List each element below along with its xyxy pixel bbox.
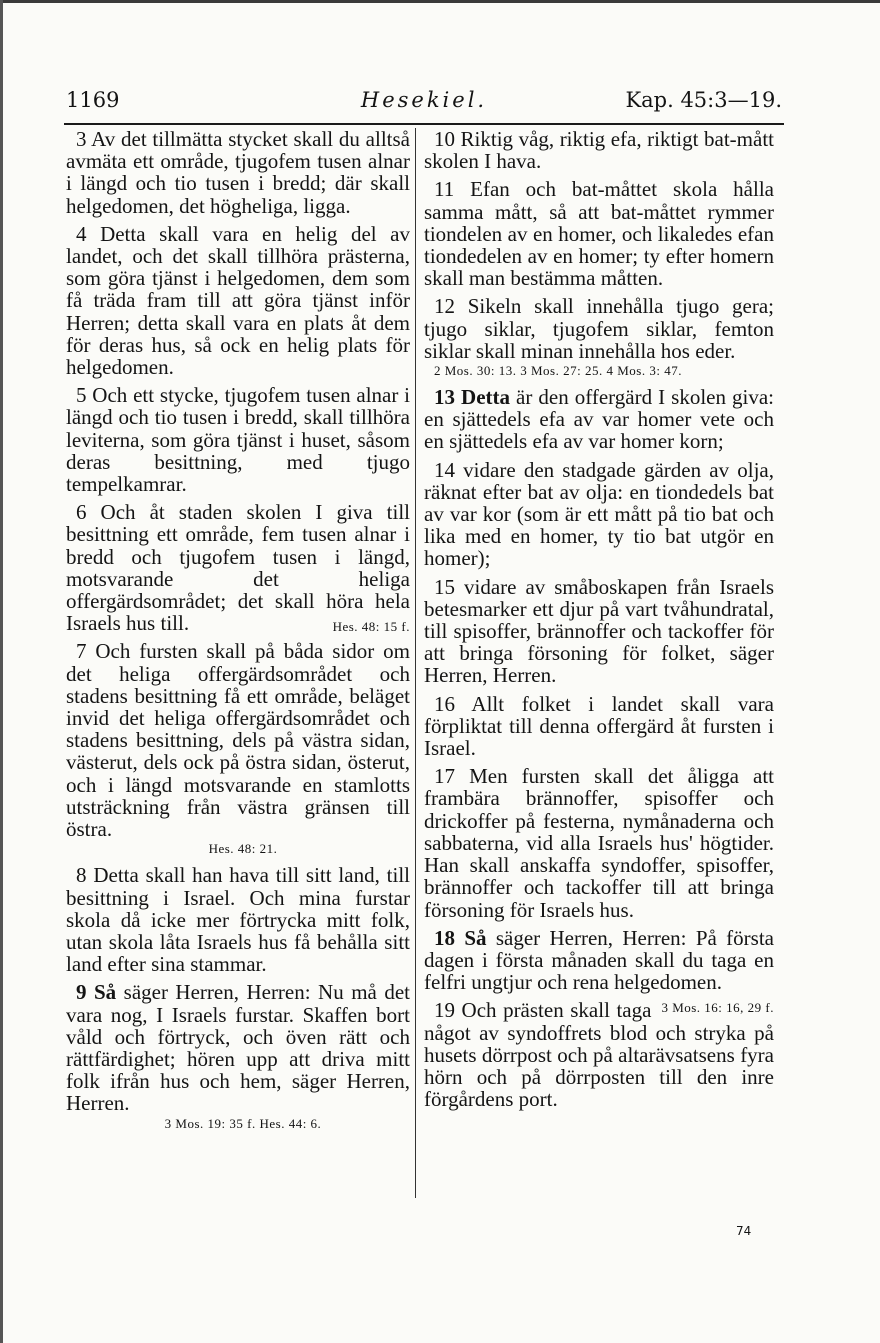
verse-19: 19 Och prästen skall taga något av syndoffrets blod och stryka på husets dörrpost och på altarävsatsens fyra hörn och på dörrposten till den inre förgårdens port. bbox=[424, 998, 774, 1112]
verse-10: 10 Riktig våg, riktig efa, riktigt bat-mått skolen I hava. bbox=[424, 127, 774, 174]
verse-17: 17 Men fursten skall det åligga att frambära brännoffer, spisoffer och drickoffer på festerna, nymånaderna och sabbaterna, vid alla Israels hus' högtider. Han skall anskaffa syndoffer, spisoffer, brännoffer och tackoffer till att bringa försoning för Israels hus. bbox=[424, 764, 774, 922]
right-column bbox=[424, 128, 774, 1116]
verse-12-text: 12 Sikeln skall innehålla tjugo gera; tjugo siklar, tjugofem siklar, femton siklar skall minan innehålla hos eder. bbox=[424, 294, 774, 363]
chapter-reference: Kap. 45:3—19. bbox=[625, 88, 782, 112]
verse-4: 4 Detta skall vara en helig del av landet, och det skall tillhöra prästerna, som göra tjänst i helgedomen, dem som få träda fram till att göra tjänst inför Herren; detta skall vara en plats åt dem för deras hus, så ock en helig plats för helgedomen. bbox=[66, 221, 410, 380]
verse-9-lead: 9 Så bbox=[76, 980, 117, 1005]
verse-13-lead: 13 Detta bbox=[434, 385, 511, 410]
verse-3: 3 Av det tillmätta stycket skall du alltså avmäta ett område, tjugofem tusen alnar i längd och tio tusen i bredd; där skall helgedomen, det högheliga, ligga. bbox=[66, 127, 410, 218]
verse-8: 8 Detta skall han hava till sitt land, till besittning i Israel. Och mina furstar skola då icke mer förtrycka mitt folk, utan skola låta Israels hus få behålla sitt land efter sina stammar. bbox=[66, 863, 410, 977]
page-number: 1169 bbox=[66, 88, 120, 112]
page-edge-left bbox=[0, 0, 3, 1343]
verse-6 bbox=[66, 501, 410, 634]
verse-12 bbox=[424, 295, 774, 380]
left-column bbox=[66, 128, 410, 1139]
verse-9-text: säger Herren, Herren: Nu må det vara nog, I Israels furstar. Skaffen bort våld och förtryck, och öven rätt och rättfärdighet; hören upp att driva mitt folk ifrån hus och hem, säger Herren, Herren. bbox=[66, 980, 410, 1116]
verse-7 bbox=[66, 640, 410, 858]
verse-14: 14 vidare den stadgade gärden av olja, räknat efter bat av olja: en tiondedels bat av var kor (som är ett mått på tio bat och lika med en homer, ty tio bat utgör en homer); bbox=[424, 457, 774, 571]
verse-6-text: 6 Och åt staden skolen I giva till besittning ett område, fem tusen alnar i bredd och tjugofem tusen i längd, motsvarande det heliga offergärdsområdet; det skall höra hela Israels hus till. bbox=[66, 500, 410, 636]
verse-15: 15 vidare av småboskapen från Israels betesmarker ett djur på vart tvåhundratal, till spisoffer, brännoffer och tackoffer för att bringa försoning för folket, säger Herren, Herren. bbox=[424, 574, 774, 688]
header-rule bbox=[64, 123, 784, 125]
verse-9 bbox=[66, 981, 410, 1132]
verse-6-cross-reference: Hes. 48: 15 f. bbox=[332, 619, 410, 635]
verse-18-cross-reference: 3 Mos. 16: 16, 29 f. bbox=[661, 1000, 774, 1016]
verse-9-cross-reference: 3 Mos. 19: 35 f. Hes. 44: 6. bbox=[164, 1115, 322, 1131]
verse-16: 16 Allt folket i landet skall vara förpliktat till denna offergärd åt fursten i Israel. bbox=[424, 691, 774, 761]
verse-12-cross-reference: 2 Mos. 30: 13. 3 Mos. 27: 25. 4 Mos. 3: 47. bbox=[434, 363, 682, 379]
book-title: Hesekiel. bbox=[360, 88, 488, 112]
page-edge-top bbox=[0, 0, 880, 3]
printer-signature-mark: 74 bbox=[736, 1224, 752, 1238]
page-header bbox=[66, 88, 782, 122]
verse-5: 5 Och ett stycke, tjugofem tusen alnar i längd och tio tusen i bredd, skall tillhöra leviterna, som göra tjänst i huset, såsom deras besittning, med tjugo tempelkamrar. bbox=[66, 383, 410, 497]
verse-7-text: 7 Och fursten skall på båda sidor om det heliga offergärdsområdet och stadens besittning få ett område, beläget invid det heliga offergärdsområdet och stadens besittning, dels på västra sidan, västerut, dels ock på östra sidan, österut, och i längd motsvarande en stamlotts utsträckning från västra gränsen till östra. bbox=[66, 639, 410, 842]
verse-18-text: säger Herren, Herren: På första dagen i första månaden skall du taga en felfri ungtjur och rena helgedomen. bbox=[424, 925, 774, 995]
verse-18 bbox=[424, 925, 774, 1016]
verse-13 bbox=[424, 386, 774, 453]
verse-18-lead: 18 Så bbox=[434, 925, 487, 950]
verse-7-cross-reference: Hes. 48: 21. bbox=[208, 841, 278, 857]
column-divider bbox=[415, 128, 416, 1198]
verse-11: 11 Efan och bat-måttet skola hålla samma mått, så att bat-måttet rymmer tiondelen av en homer, och likaledes efan tiondedelen av en homer; ty efter homern skall man bestämma måtten. bbox=[424, 177, 774, 291]
verse-13-text: är den offergärd I skolen giva: en sjättedels efa av var homer vete och en sjättedels efa av var homer korn; bbox=[424, 385, 774, 454]
